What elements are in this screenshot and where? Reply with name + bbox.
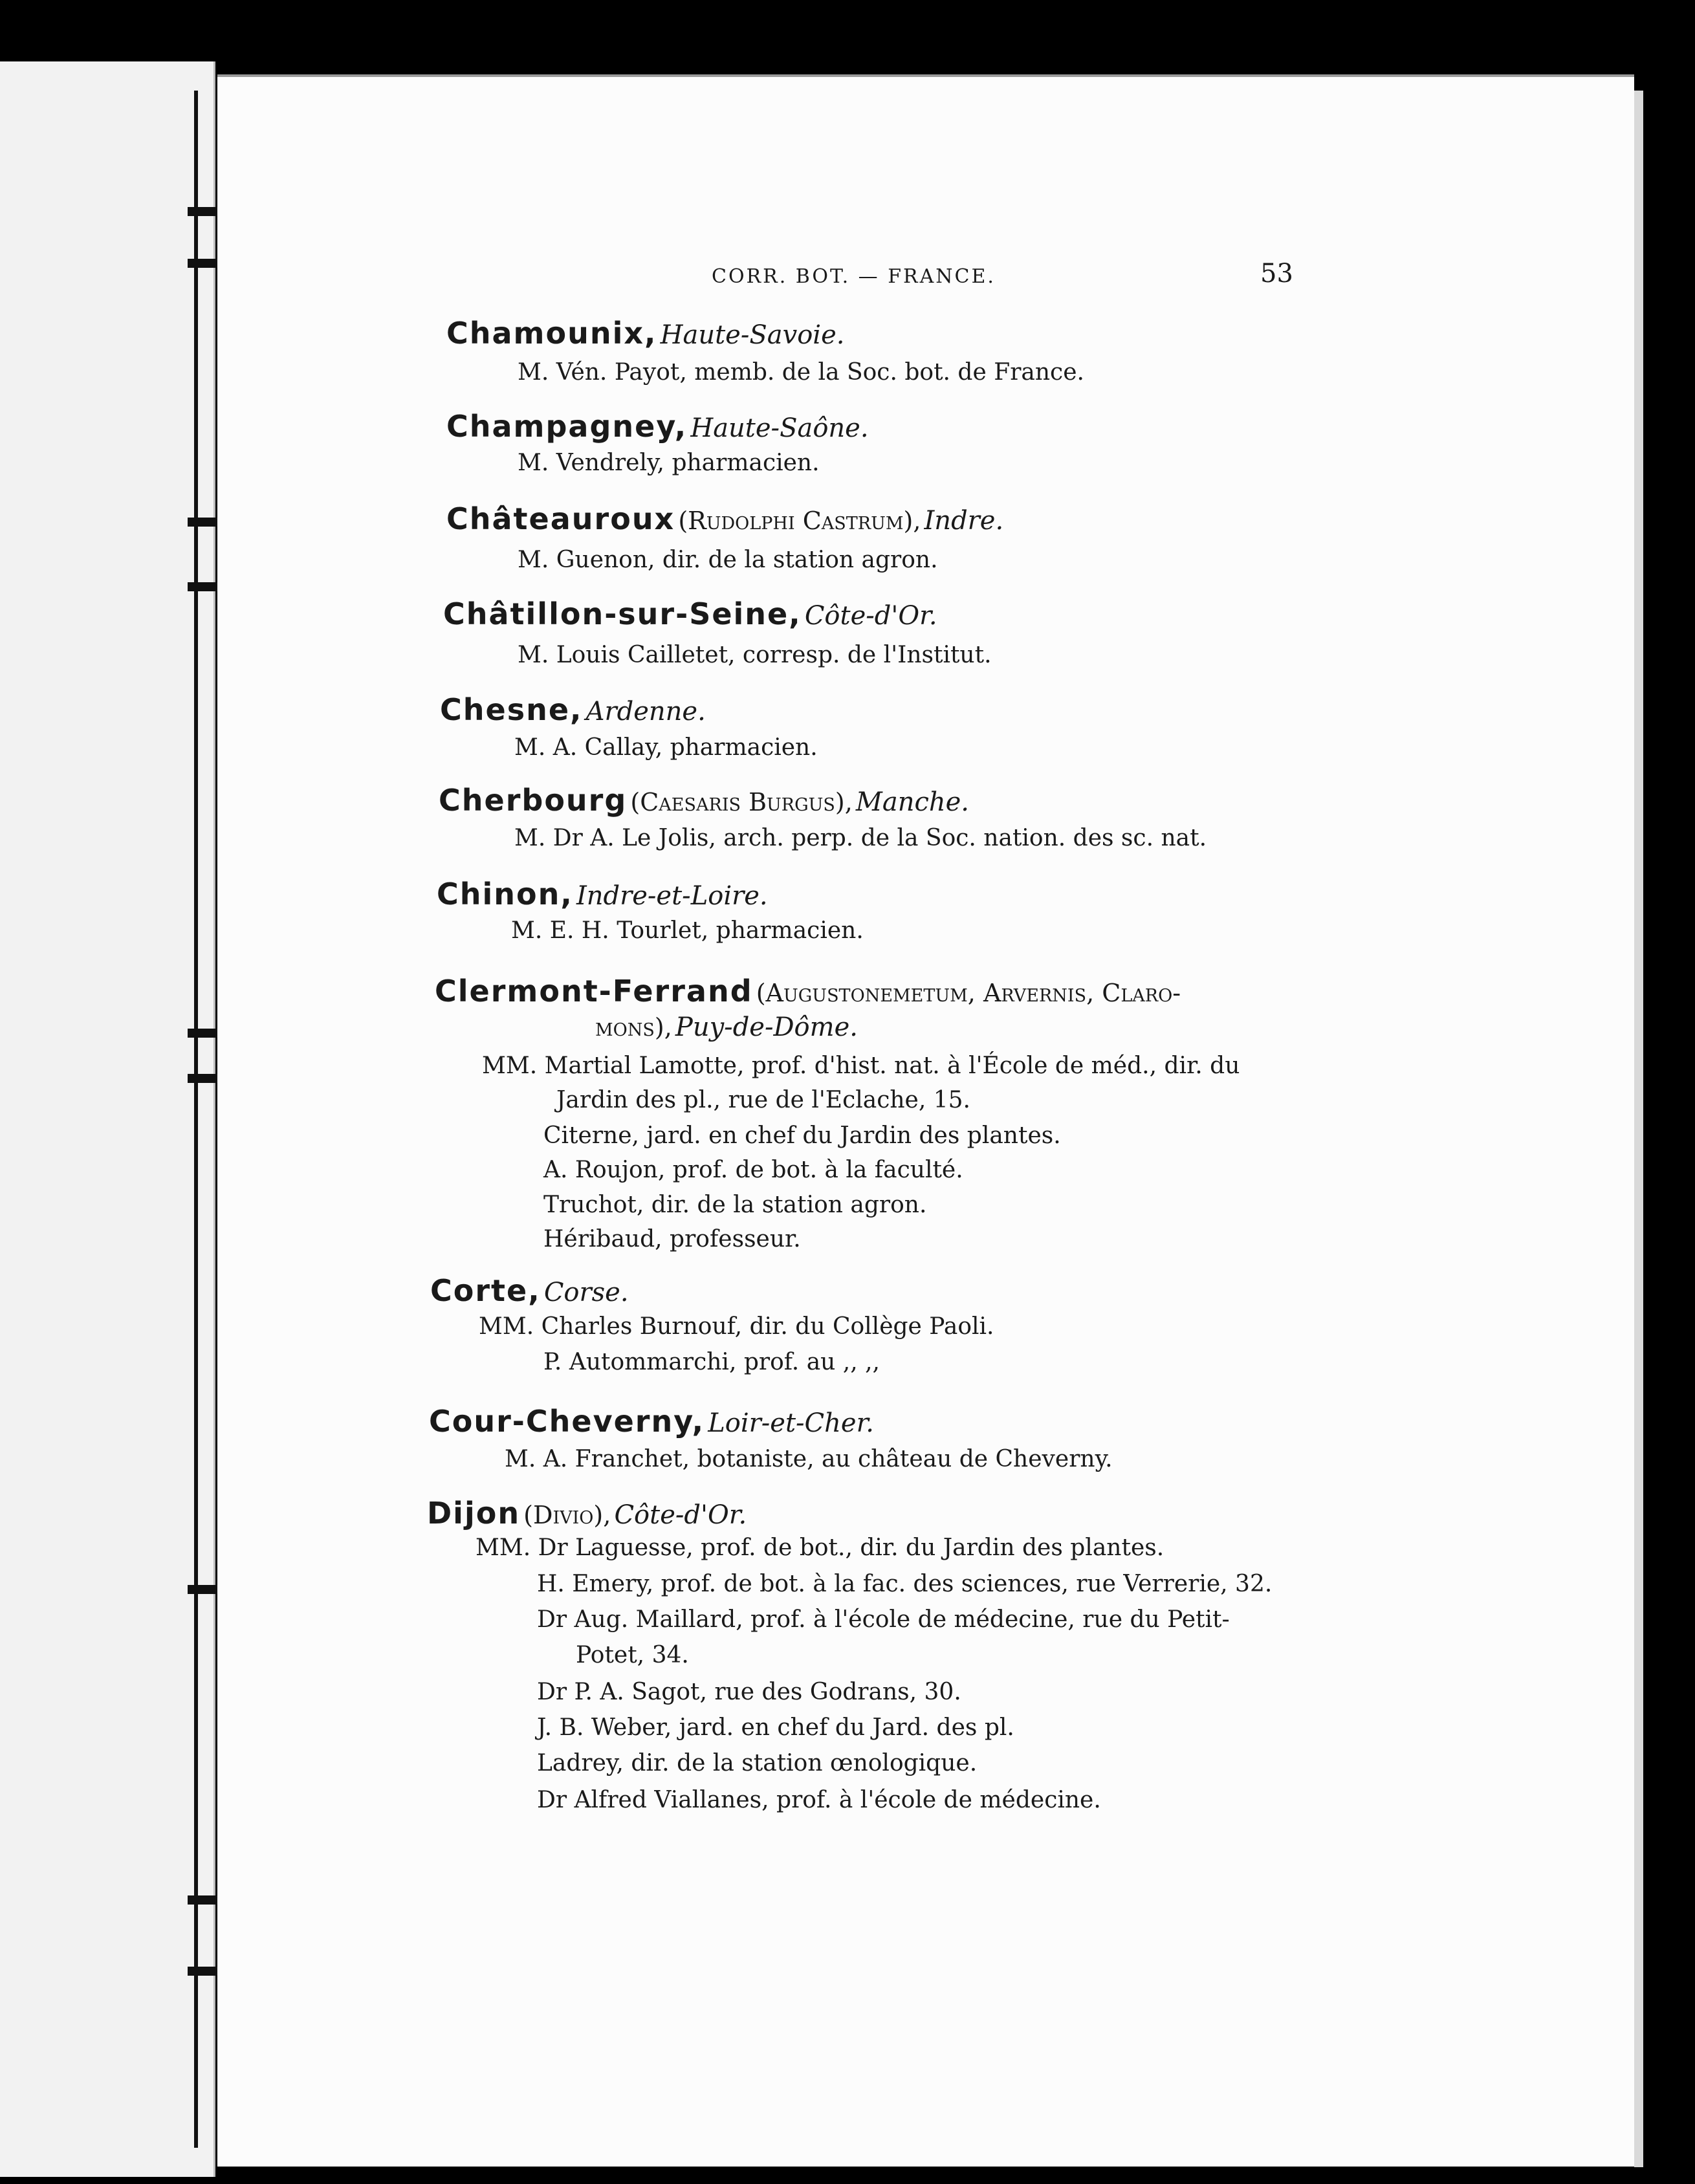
region-name: Indre. <box>924 506 1004 536</box>
place-name: Chesne, <box>440 692 583 727</box>
region-name: Puy-de-Dôme. <box>675 1012 858 1042</box>
place-name: Corte, <box>430 1273 541 1308</box>
entry-heading <box>446 501 1003 536</box>
place-name: Châteauroux <box>446 501 675 536</box>
region-name: Haute-Saône. <box>690 413 869 443</box>
correspondent-line: J. B. Weber, jard. en chef du Jard. des pl. <box>537 1714 1014 1741</box>
entry-heading-continued <box>595 1012 858 1042</box>
correspondent-line: A. Roujon, prof. de bot. à la faculté. <box>543 1157 963 1183</box>
correspondent-line: Jardin des pl., rue de l'Eclache, 15. <box>556 1087 971 1113</box>
latin-name: mons), <box>595 1013 672 1042</box>
correspondent-line: M. Vendrely, pharmacien. <box>518 450 820 476</box>
entry-heading <box>446 409 869 444</box>
place-name: Cherbourg <box>439 783 628 818</box>
correspondent-line: M. Louis Cailletet, corresp. de l'Institut. <box>518 642 992 668</box>
page-right-edge <box>1634 91 1643 2167</box>
correspondent-line: M. Guenon, dir. de la station agron. <box>518 547 938 573</box>
correspondent-line: M. E. H. Tourlet, pharmacien. <box>511 917 864 944</box>
correspondent-line: M. Dr A. Le Jolis, arch. perp. de la Soc. nation. des sc. nat. <box>514 825 1207 851</box>
correspondent-line: P. Autommarchi, prof. au ,, ,, <box>543 1349 880 1375</box>
entry-heading <box>439 783 969 818</box>
running-head: CORR. BOT. — FRANCE. <box>712 265 996 288</box>
correspondent-line: Citerne, jard. en chef du Jardin des plantes. <box>543 1122 1061 1149</box>
correspondent-line: Dr Aug. Maillard, prof. à l'école de médecine, rue du Petit- <box>537 1606 1230 1633</box>
correspondent-line: H. Emery, prof. de bot. à la fac. des sciences, rue Verrerie, 32. <box>537 1571 1273 1597</box>
region-name: Côte-d'Or. <box>614 1500 747 1530</box>
latin-name: (Divio), <box>523 1501 611 1529</box>
place-name: Champagney, <box>446 409 688 444</box>
correspondent-line: Dr P. A. Sagot, rue des Godrans, 30. <box>537 1679 961 1705</box>
correspondent-line: Dr Alfred Viallanes, prof. à l'école de médecine. <box>537 1787 1101 1813</box>
latin-name: (Caesaris Burgus), <box>630 788 853 816</box>
place-name: Châtillon-sur-Seine, <box>443 596 802 631</box>
place-name: Clermont-Ferrand <box>435 974 753 1009</box>
entry-heading <box>437 877 768 912</box>
correspondent-line: Ladrey, dir. de la station œnologique. <box>537 1750 978 1776</box>
entry-heading <box>435 974 1181 1009</box>
correspondent-line: M. A. Franchet, botaniste, au château de Cheverny. <box>505 1446 1113 1472</box>
region-name: Ardenne. <box>585 697 706 726</box>
correspondent-line: Truchot, dir. de la station agron. <box>543 1192 927 1218</box>
entry-heading <box>427 1496 747 1531</box>
place-name: Dijon <box>427 1496 521 1531</box>
region-name: Haute-Savoie. <box>660 320 845 350</box>
correspondent-line: M. Vén. Payot, memb. de la Soc. bot. de France. <box>518 359 1084 386</box>
region-name: Manche. <box>855 787 970 817</box>
entry-heading <box>446 316 844 351</box>
correspondent-line: MM. Charles Burnouf, dir. du Collège Paoli. <box>479 1313 994 1340</box>
region-name: Côte-d'Or. <box>804 601 937 631</box>
correspondent-line: MM. Dr Laguesse, prof. de bot., dir. du Jardin des plantes. <box>476 1534 1165 1561</box>
book-page <box>217 74 1634 2167</box>
region-name: Indre-et-Loire. <box>576 881 768 911</box>
correspondent-line: M. A. Callay, pharmacien. <box>514 734 818 761</box>
region-name: Loir-et-Cher. <box>708 1408 875 1438</box>
page-number: 53 <box>1260 259 1293 289</box>
latin-name: (Augustonemetum, Arvernis, Claro- <box>756 979 1181 1007</box>
place-name: Cour-Cheverny, <box>429 1404 705 1439</box>
binding-stitching <box>194 91 212 2148</box>
region-name: Corse. <box>543 1278 629 1307</box>
entry-heading <box>440 692 706 727</box>
place-name: Chamounix, <box>446 316 657 351</box>
entry-heading <box>443 596 937 631</box>
entry-heading <box>429 1404 874 1439</box>
correspondent-line: MM. Martial Lamotte, prof. d'hist. nat. à l'École de méd., dir. du <box>482 1053 1240 1079</box>
left-page-edge <box>0 61 215 2177</box>
entry-heading <box>430 1273 629 1308</box>
place-name: Chinon, <box>437 877 573 912</box>
latin-name: (Rudolphi Castrum), <box>678 507 921 535</box>
correspondent-line: Héribaud, professeur. <box>543 1226 801 1252</box>
correspondent-line: Potet, 34. <box>576 1642 689 1668</box>
